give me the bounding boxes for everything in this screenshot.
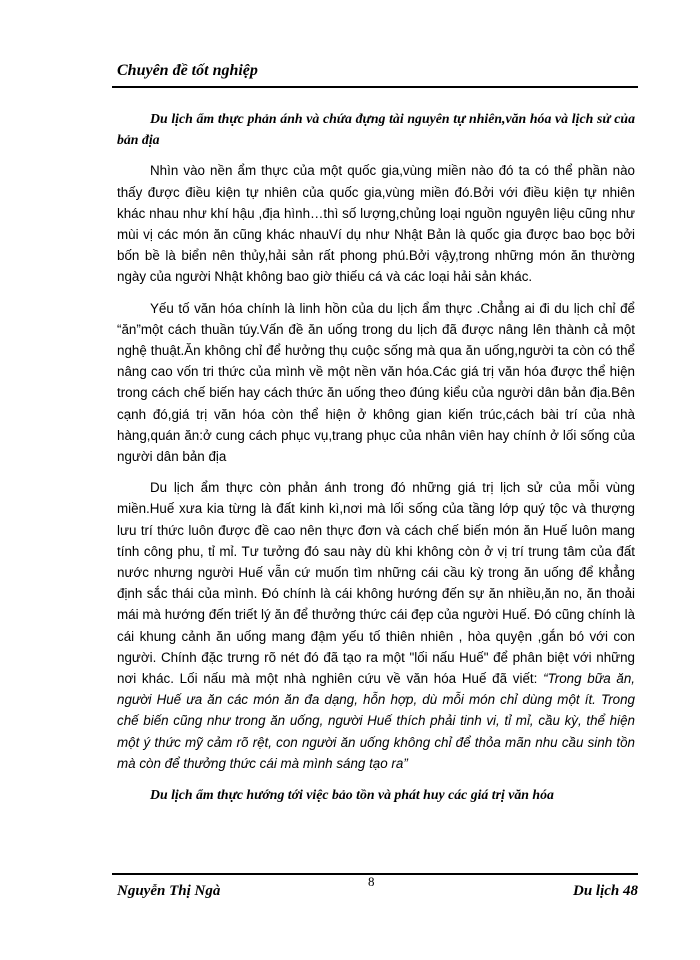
paragraph-3-quote: “Trong bữa ăn, người Huế ưa ăn các món ăn đa dạng, hỗn hợp, dù mỗi món chỉ dùng một ít. Trong chế biến cũng như trong ăn uống, người Huế thích phải tinh vi, tỉ mỉ, cầu kỳ, thể hiện một ý thức mỹ cảm rõ rệt, con người ăn uống không chỉ để thỏa mãn nhu cầu sinh tồn mà còn để thưởng thức cái mà mình sáng tạo ra” [117,671,635,771]
page-number: 8 [368,874,375,889]
header-title: Chuyên đề tốt nghiệp [117,62,258,79]
footer-class-label: Du lịch 48 [572,883,638,899]
section-heading-2-text: Du lịch ẩm thực hướng tới việc bảo tồn và phát huy các giá trị văn hóa [150,787,554,803]
header-divider [112,86,638,88]
section-heading-1-text: Du lịch ẩm thực phản ánh và chứa đựng tài nguyên tự nhiên,văn hóa và lịch sử của bản địa [117,111,635,148]
footer-author: Nguyễn Thị Ngà [117,883,221,899]
paragraph-3 [117,477,635,774]
paragraph-1: Nhìn vào nền ẩm thực của một quốc gia,vùng miền nào đó ta có thể phần nào thấy được điều kiện tự nhiên của quốc gia,vùng miền đó.Bởi với điều kiện tự nhiên khác nhau như khí hậu ,địa hình…thì số lượng,chủng loại nguồn nguyên liệu cũng như mùi vị các món ăn cũng khác nhauVí dụ như Nhật Bản là quốc gia được bao bọc bởi bốn bề là biển nên thủy,hải sản rất phong phú.Bởi vậy,trong những món ăn thường ngày của người Nhật không bao giờ thiếu cá và các loại hải sản khác. [117,163,635,285]
section-heading-1 [117,108,635,150]
section-heading-2 [117,784,635,805]
document-body [117,108,635,815]
footer-divider [112,873,638,875]
paragraph-2: Yếu tố văn hóa chính là linh hồn của du lịch ẩm thực .Chẳng ai đi du lịch chỉ để “ăn”một cách thuần túy.Vấn đề ăn uống trong du lịch đã được nâng lên thành cả một nghệ thuật.Ăn không chỉ để hưởng thụ cuộc sống mà qua ăn uống,người ta còn có thể nâng cao vốn tri thức của mình về một nền văn hóa.Các giá trị văn hóa được thể hiện trong cách chế biến hay cách thức ăn uống theo đúng kiểu của người dân bản địa.Bên cạnh đó,giá trị văn hóa còn thể hiện ở không gian kiến trúc,cách bài trí của nhà hàng,quán ăn:ở cung cách phục vụ,trang phục của nhân viên hay chính ở lối sống của người dân bản địa [117,300,635,465]
paragraph-3-text: Du lịch ẩm thực còn phản ánh trong đó những giá trị lịch sử của mỗi vùng miền.Huế xưa kia từng là đất kinh kì,nơi mà lối sống của tầng lớp quý tộc và thượng lưu trí thức luôn được đề cao nên thực đơn và cách chế biến món ăn Huế luôn mang tính công phu, tỉ mỉ. Tư tưởng đó sau này dù khi không còn ở vị trí trung tâm của đất nước nhưng người Huế vẫn cứ muốn tìm những cái cầu kỳ trong ăn uống để khẳng định sắc thái của mình. Đó chính là cái không hướng đến sự ăn nhiều,ăn no, ăn thoải mái mà hướng đến triết lý ăn để thưởng thức cái đẹp của người Huế. Đó cũng chính là cái khung cảnh ăn uống mang đậm yếu tố thiên nhiên , hòa quyện ,gắn bó với con người. Chính đặc trưng rõ nét đó đã tạo ra một "lối nấu Huế" để phân biệt với những nơi khác. Lối nấu mà một nhà nghiên cứu về văn hóa Huế đã viết: [117,480,635,687]
